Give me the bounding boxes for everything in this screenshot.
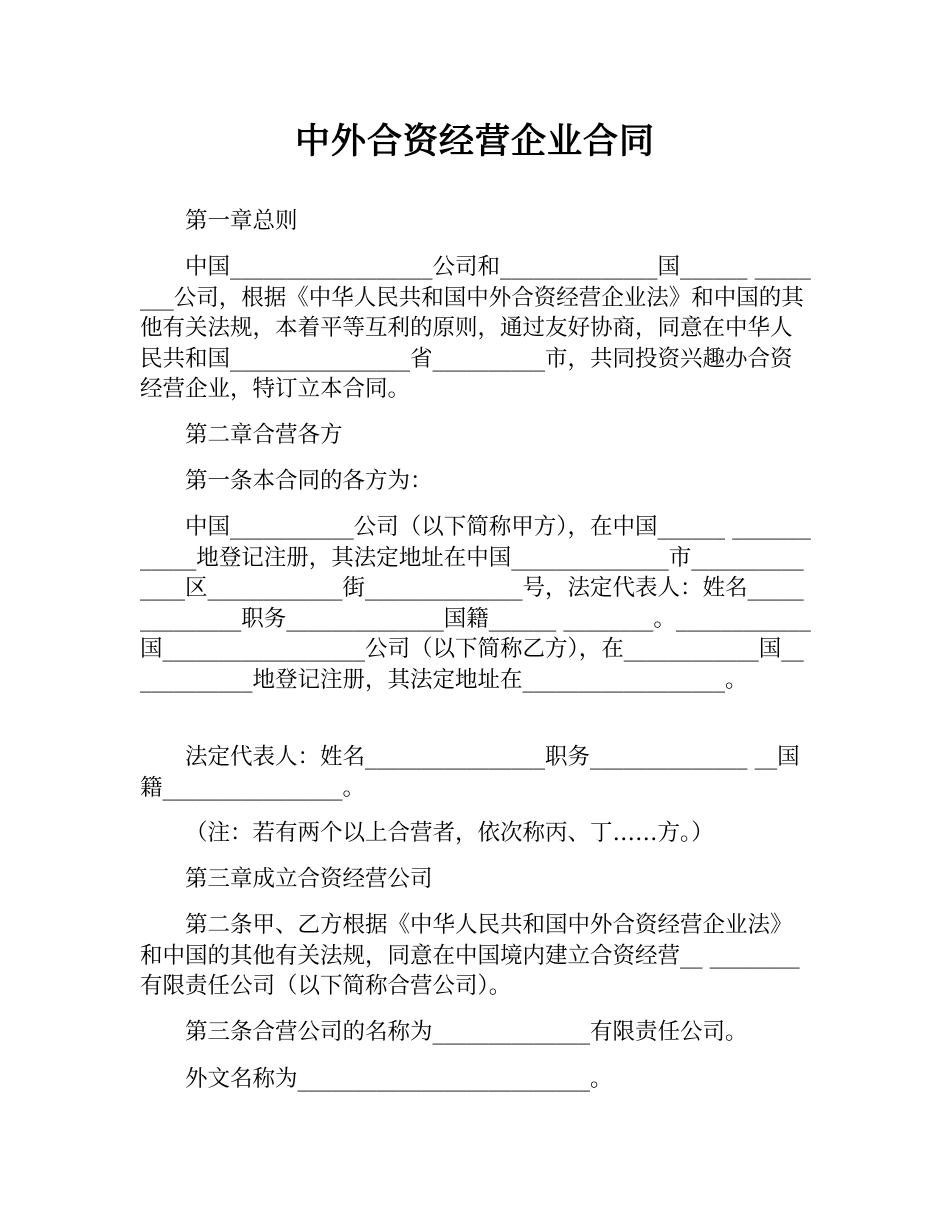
preamble-paragraph: 中国__________________公司和______________国______ ________公司，根据《中华人民共和国中外合资经营企业法》和中国的其他有关法规，本着平等互利的原则，通过友好协商，同意在中华人民共和国________________省__________市，共同投资兴趣办合资经营企业，特订立本合同。 [140,254,811,402]
article-2: 第二条甲、乙方根据《中华人民共和国中外合资经营企业法》和中国的其他有关法规，同意在中国境内建立合资经营__ ________有限责任公司（以下简称合营公司）。 [140,912,800,999]
article-3: 第三条合营公司的名称为______________有限责任公司。 [185,1019,748,1045]
party-b-representative: 法定代表人：姓名________________职务______________ __国籍________________。 [140,744,800,801]
chapter-2-heading: 第二章合营各方 [185,422,343,448]
document-title: 中外合资经营企业合同 [294,122,655,162]
chapter-1-heading: 第一章总则 [185,208,298,234]
foreign-name-line: 外文名称为__________________________。 [185,1066,613,1092]
chapter-3-heading: 第三章成立合资经营公司 [185,866,433,892]
parties-paragraph: 中国___________公司（以下简称甲方），在中国______ ____________地登记注册，其法定地址在中国______________市______________区____________街______________号，法定代表人：姓名______________职务______________国籍______ ________。____________国__________________公司（以下简称乙方），在____________国____________地登记注册，其法定地址在__________________。 [140,514,811,693]
note-paragraph: （注：若有两个以上合营者，依次称丙、丁……方。） [185,820,714,846]
article-1: 第一条本合同的各方为： [185,468,433,494]
